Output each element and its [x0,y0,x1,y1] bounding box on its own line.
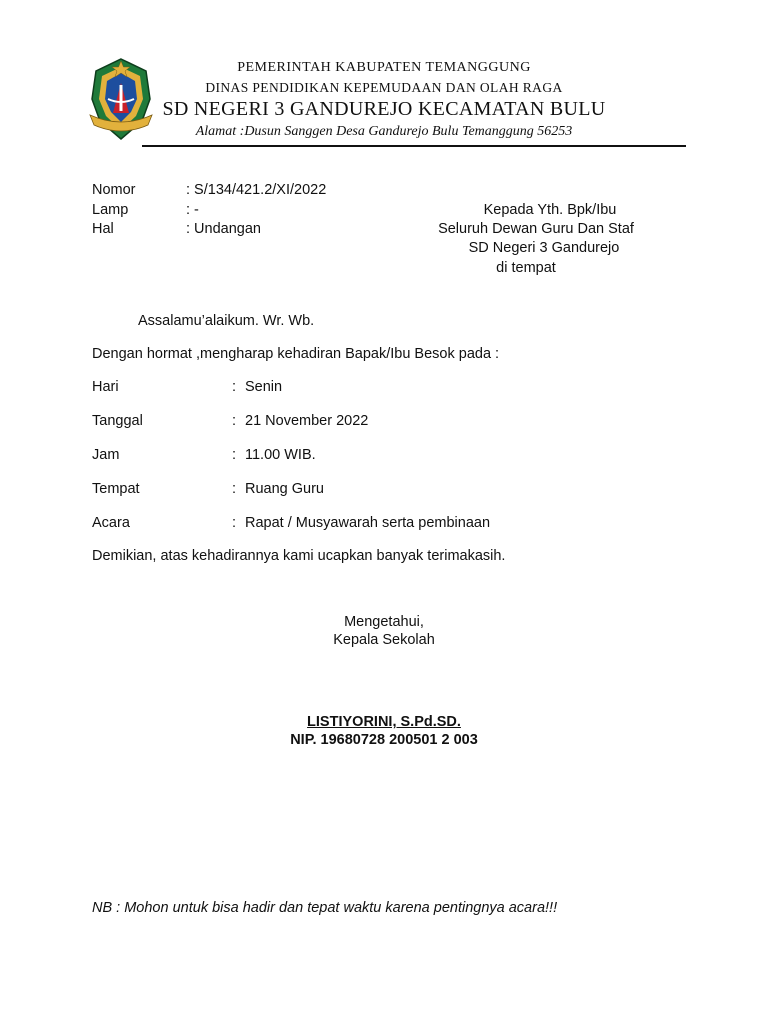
meta-value-nomor: : S/134/421.2/XI/2022 [186,182,327,198]
meta-value-lamp: : - [186,202,199,218]
meta-value-hal: : Undangan [186,221,261,237]
recipient-line-4: di tempat [496,260,556,276]
signature-acknowledged: Mengetahui, [344,614,424,630]
detail-colon: : [232,481,237,497]
letterhead-department: DINAS PENDIDIKAN KEPEMUDAAN DAN OLAH RAGA [205,80,563,95]
detail-value-tempat: Ruang Guru [245,481,324,497]
detail-value-hari: Senin [245,379,283,395]
recipient-line-1: Kepada Yth. Bpk/Ibu [483,202,617,218]
detail-value-acara: Rapat / Musyawarah serta pembinaan [245,515,491,531]
signature-title: Kepala Sekolah [333,632,435,648]
detail-value-jam: 11.00 WIB. [245,447,316,463]
detail-colon: : [232,379,237,395]
detail-colon: : [232,447,237,463]
signature-nip: NIP. 19680728 200501 2 003 [290,732,478,748]
intro-paragraph: Dengan hormat ,mengharap kehadiran Bapak/Ibu Besok pada : [92,346,500,362]
detail-colon: : [232,413,237,429]
meta-label-hal: Hal [92,221,114,237]
detail-value-tanggal: 21 November 2022 [245,413,369,429]
recipient-line-3: SD Negeri 3 Gandurejo [468,240,620,256]
detail-label-tempat: Tempat [92,481,140,497]
meta-label-nomor: Nomor [92,182,136,198]
recipient-line-2: Seluruh Dewan Guru Dan Staf [438,221,634,237]
letterhead-divider [142,145,686,147]
letterhead-school-name: SD NEGERI 3 GANDUREJO KECAMATAN BULU [162,98,606,120]
detail-label-hari: Hari [92,379,119,395]
detail-label-jam: Jam [92,447,120,463]
detail-colon: : [232,515,237,531]
greeting: Assalamu’alaikum. Wr. Wb. [138,313,315,329]
detail-label-tanggal: Tanggal [92,413,143,429]
meta-label-lamp: Lamp [92,202,129,218]
footnote-nb: NB : Mohon untuk bisa hadir dan tepat waktu karena pentingnya acara!!! [92,900,558,916]
closing-paragraph: Demikian, atas kehadirannya kami ucapkan banyak terimakasih. [92,548,506,564]
letterhead-government: PEMERINTAH KABUPATEN TEMANGGUNG [237,60,531,75]
letterhead-address: Alamat :Dusun Sanggen Desa Gandurejo Bulu Temanggung 56253 [195,124,573,139]
signature-name: LISTIYORINI, S.Pd.SD. [307,714,461,730]
detail-label-acara: Acara [92,515,130,531]
